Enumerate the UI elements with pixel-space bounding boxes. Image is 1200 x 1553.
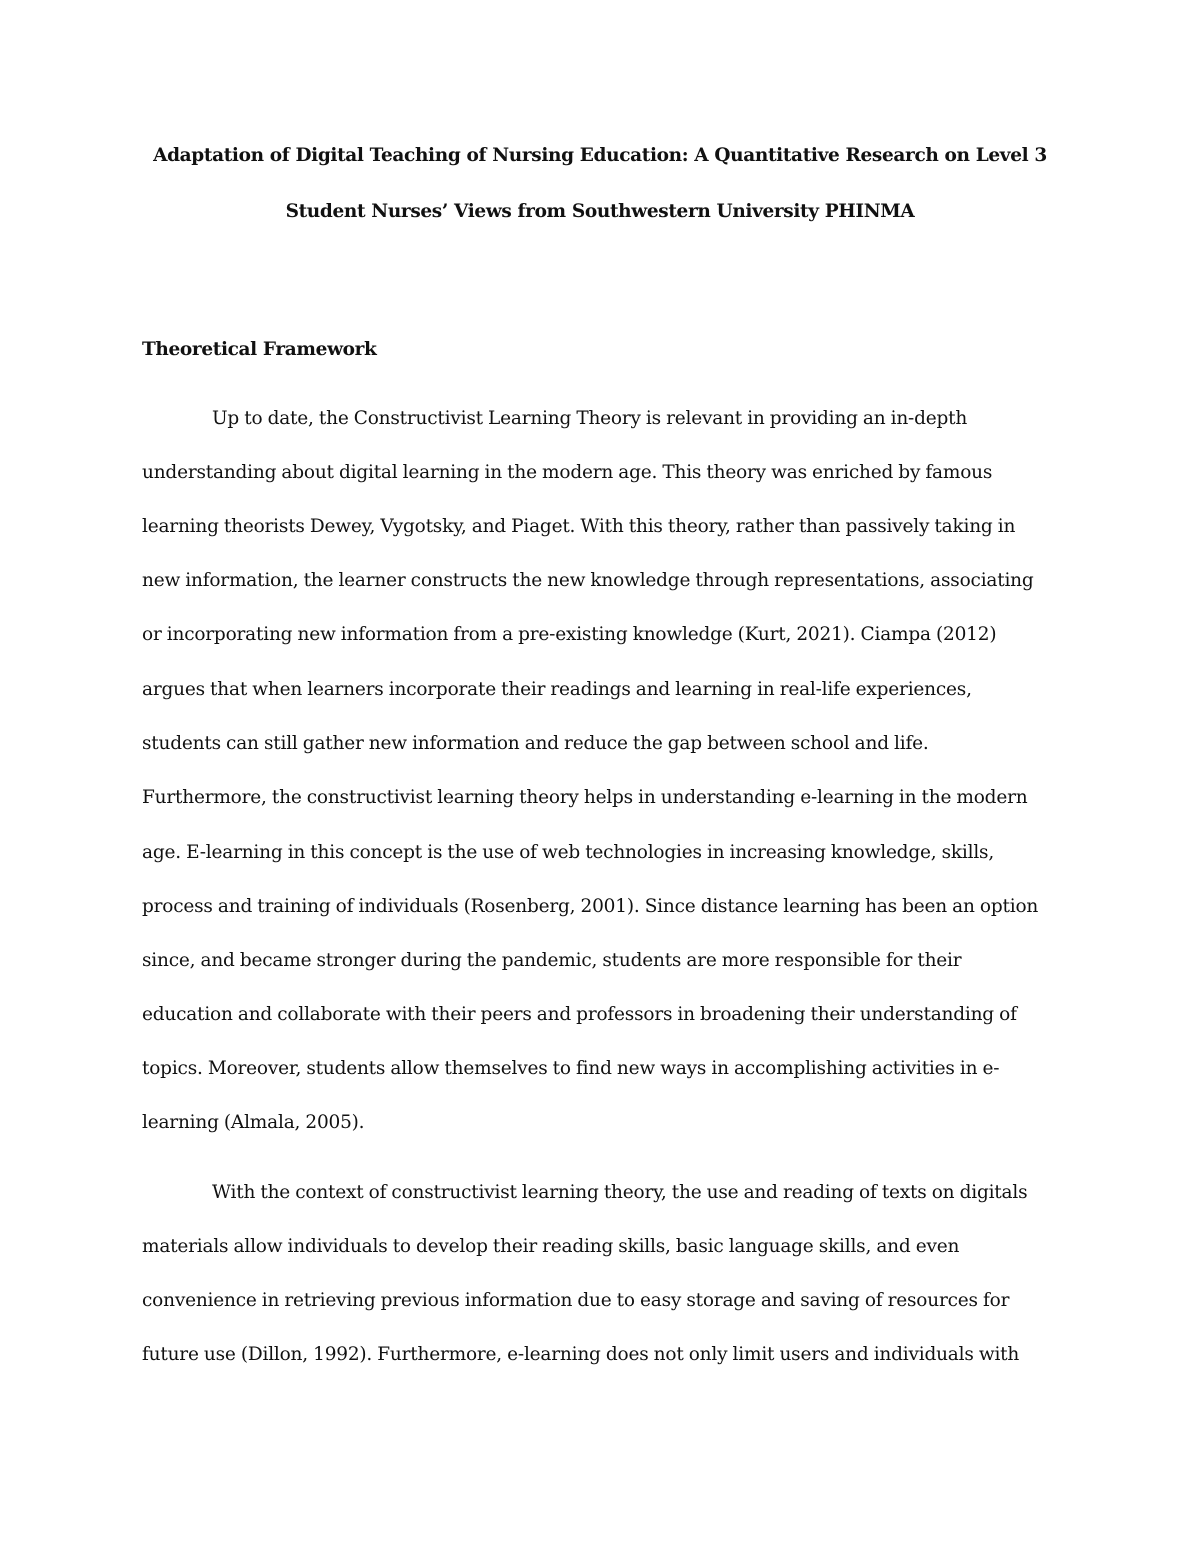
paragraph-1-line: age. E-learning in this concept is the use of web technologies in increasing knowledge, skills, (142, 842, 995, 863)
paragraph-1-line: new information, the learner constructs the new knowledge through representations, associating (142, 570, 1034, 591)
paragraph-1-line: or incorporating new information from a pre-existing knowledge (Kurt, 2021). Ciampa (2012) (142, 624, 997, 645)
title-line-1: Adaptation of Digital Teaching of Nursing Education: A Quantitative Research on Level 3 (153, 145, 1047, 166)
paragraph-2-line: With the context of constructivist learning theory, the use and reading of texts on digitals (212, 1182, 1028, 1203)
paragraph-1-line: argues that when learners incorporate their readings and learning in real-life experiences, (142, 679, 972, 700)
document-title (120, 128, 1080, 240)
section-heading: Theoretical Framework (142, 339, 377, 360)
paragraph-1-line: understanding about digital learning in the modern age. This theory was enriched by famous (142, 462, 993, 483)
paragraph-1-line: topics. Moreover, students allow themselves to find new ways in accomplishing activities in e- (142, 1058, 1000, 1079)
paragraph-1-line: learning (Almala, 2005). (142, 1112, 365, 1133)
title-line-2: Student Nurses’ Views from Southwestern University PHINMA (285, 201, 915, 222)
paragraph-2-line: convenience in retrieving previous information due to easy storage and saving of resources for (142, 1290, 1010, 1311)
paragraph-2-line: materials allow individuals to develop their reading skills, basic language skills, and even (142, 1236, 960, 1257)
paragraph-1-line: learning theorists Dewey, Vygotsky, and Piaget. With this theory, rather than passively taking in (142, 516, 1016, 537)
paragraph-1-line: education and collaborate with their peers and professors in broadening their understanding of (142, 1004, 1017, 1025)
paragraph-1-line: Furthermore, the constructivist learning theory helps in understanding e-learning in the modern (142, 787, 1028, 808)
paragraph-1-line: since, and became stronger during the pandemic, students are more responsible for their (142, 950, 962, 971)
paragraph-1-line: process and training of individuals (Rosenberg, 2001). Since distance learning has been an option (142, 896, 1039, 917)
paragraph-1-line: Up to date, the Constructivist Learning Theory is relevant in providing an in-depth (212, 408, 968, 429)
paragraph-1-line: students can still gather new information and reduce the gap between school and life. (142, 733, 929, 754)
paragraph-2-line: future use (Dillon, 1992). Furthermore, e-learning does not only limit users and individuals with (142, 1344, 1020, 1365)
